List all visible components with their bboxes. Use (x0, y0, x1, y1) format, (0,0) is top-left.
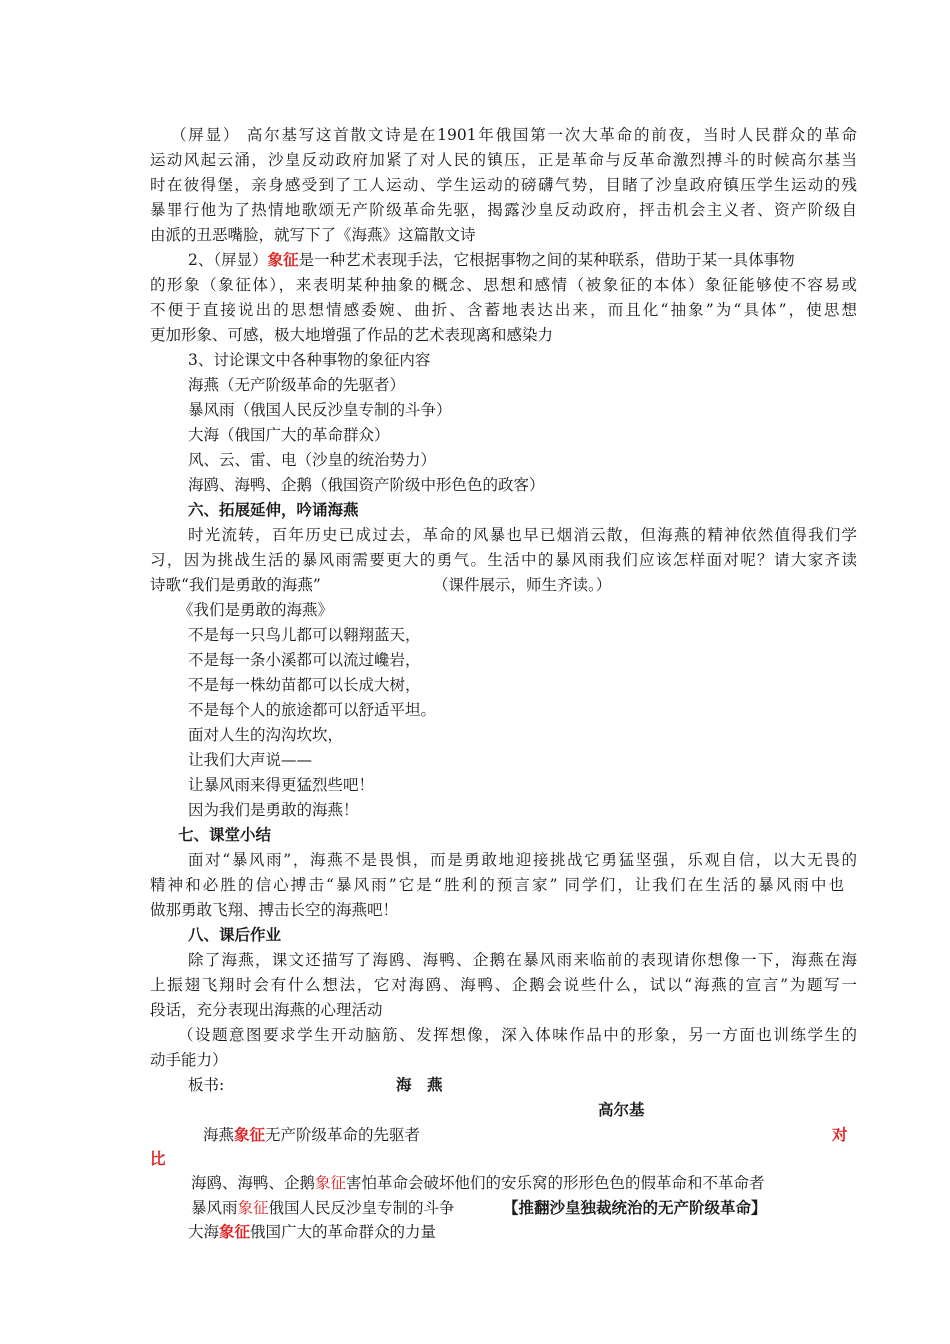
symbol-def-line-3: 不便于直接说出的思想情感委婉、曲折、含蓄地表达出来，而且化“抽象”为“具体”，使思想 (150, 301, 857, 319)
contrast-label-bottom: 比 (150, 1149, 166, 1168)
symbol-def-rest: 是一种艺术表现手法，它根据事物之间的某种联系，借助于某一具体事物 (298, 251, 795, 269)
intro-line-1: （屏显） 高尔基写这首散文诗是在1901年俄国第一次大革命的前夜，当时人民群众的革命 (171, 126, 857, 144)
board-row-3 (191, 1197, 455, 1219)
section-8-note-line-2: 动手能力） (150, 1051, 228, 1069)
board-symbol-word: 象征 (315, 1174, 347, 1192)
section-8-note-line-1: （设题意图要求学生开动脑筋、发挥想像，深入体味作品中的形象，另一方面也训练学生的 (178, 1026, 857, 1044)
section-8-line-1: 除了海燕，课文还描写了海鸥、海鸭、企鹅在暴风雨来临前的表现请你想像一下，海燕在海 (188, 951, 857, 969)
board-row-meaning: 俄国人民反沙皇专制的斗争 (268, 1199, 455, 1217)
discussion-item: 暴风雨（俄国人民反沙皇专制的斗争） (188, 401, 452, 419)
poem-line: 让我们大声说—— (188, 751, 313, 769)
discussion-item: 风、云、雷、电（沙皇的统治势力） (188, 451, 437, 469)
discussion-item: 海燕（无产阶级革命的先驱者） (188, 376, 406, 394)
board-row-3-note: 【推翻沙皇独裁统治的无产阶级革命】 (503, 1198, 767, 1217)
board-row-1 (203, 1124, 420, 1146)
poem-title: 《我们是勇敢的海燕》 (178, 601, 334, 619)
intro-line-3: 时在彼得堡，亲身感受到了工人运动、学生运动的磅礴气势，目睹了沙皇政府镇压学生运动的残 (150, 176, 857, 194)
board-symbol-word: 象征 (234, 1125, 266, 1144)
section-8-heading: 八、课后作业 (188, 925, 282, 944)
board-row-subject: 暴风雨 (191, 1199, 238, 1217)
poem-line: 不是每个人的旅途都可以舒适平坦。 (188, 701, 437, 719)
symbol-term: 象征 (267, 250, 299, 269)
board-row-meaning: 害怕革命会破坏他们的安乐窝的形形色色的假革命和不革命者 (346, 1174, 765, 1192)
symbol-def-prefix: 2、（屏显） (188, 251, 268, 269)
discussion-item: 大海（俄国广大的革命群众） (188, 426, 390, 444)
section-6-line-3b: （课件展示，师生齐读。） (433, 576, 612, 594)
section-8-line-3: 段话，充分表现出海燕的心理活动 (150, 1001, 383, 1019)
board-row-subject: 海燕 (203, 1126, 235, 1144)
section-7-line-1: 面对“暴风雨”，海燕不是畏惧，而是勇敢地迎接挑战它勇猛坚强，乐观自信，以大无畏的 (188, 851, 857, 869)
section-7-line-3: 做那勇敢飞翔、搏击长空的海燕吧！ (150, 901, 399, 919)
symbol-def-line-4: 更加形象、可感，极大地增强了作品的艺术表现离和感染力 (150, 326, 554, 344)
contrast-label-top: 对 (832, 1125, 848, 1144)
board-row-2 (191, 1172, 765, 1194)
poem-line: 不是每一株幼苗都可以长成大树， (188, 676, 421, 694)
section-7-line-2: 精神和必胜的信心搏击“暴风雨”它是“胜利的预言家” 同学们，让我们在生活的暴风雨中也 (150, 876, 844, 894)
intro-line-5: 由派的丑恶嘴脸，就写下了《海燕》这篇散文诗 (150, 226, 476, 244)
poem-line: 不是每一只鸟儿都可以翱翔蓝天， (188, 626, 421, 644)
board-title: 海 燕 (396, 1075, 443, 1094)
board-row-subject: 大海 (188, 1223, 220, 1241)
discussion-heading: 3、讨论课文中各种事物的象征内容 (188, 351, 431, 369)
intro-line-4: 暴罪行他为了热情地歌颂无产阶级革命先驱，揭露沙皇反动政府，抨击机会主义者、资产阶级自 (150, 201, 857, 219)
symbol-def-line-1 (188, 249, 795, 271)
discussion-item: 海鸥、海鸭、企鹅（俄国资产阶级中形色色的政客） (188, 476, 545, 494)
board-symbol-word: 象征 (237, 1199, 269, 1217)
poem-line: 因为我们是勇敢的海燕！ (188, 801, 359, 819)
symbol-def-line-2: 的形象（象征体），来表明某种抽象的概念、思想和感情（被象征的本体）象征能够使不容易或 (150, 276, 857, 294)
section-8-line-2: 上振翅飞翔时会有什么想法，它对海鸥、海鸭、企鹅会说些什么，试以“海燕的宣言”为题写一 (150, 976, 857, 994)
section-6-line-1: 时光流转，百年历史已成过去，革命的风暴也早已烟消云散，但海燕的精神依然值得我们学 (188, 526, 857, 544)
poem-line: 让暴风雨来得更猛烈些吧！ (188, 776, 375, 794)
section-6-line-3a: 诗歌“我们是勇敢的海燕” (150, 576, 321, 594)
board-row-meaning: 无产阶级革命的先驱者 (265, 1126, 421, 1144)
board-author: 高尔基 (598, 1100, 645, 1119)
section-7-heading: 七、课堂小结 (178, 825, 272, 844)
board-row-4 (188, 1221, 436, 1243)
board-row-meaning: 俄国广大的革命群众的力量 (250, 1223, 437, 1241)
intro-line-2: 运动风起云涌，沙皇反动政府加紧了对人民的镇压，正是革命与反革命激烈搏斗的时候高尔基当 (150, 151, 857, 169)
poem-line: 面对人生的沟沟坎坎， (188, 726, 344, 744)
board-symbol-word: 象征 (219, 1222, 251, 1241)
poem-line: 不是每一条小溪都可以流过巉岩， (188, 651, 421, 669)
board-label: 板书: (188, 1076, 225, 1094)
section-6-line-2: 习，因为挑战生活的暴风雨需要更大的勇气。生活中的暴风雨我们应该怎样面对呢？请大家齐读 (150, 551, 857, 569)
board-row-subject: 海鸥、海鸭、企鹅 (191, 1174, 316, 1192)
section-6-heading: 六、拓展延伸，吟诵海燕 (188, 500, 359, 519)
